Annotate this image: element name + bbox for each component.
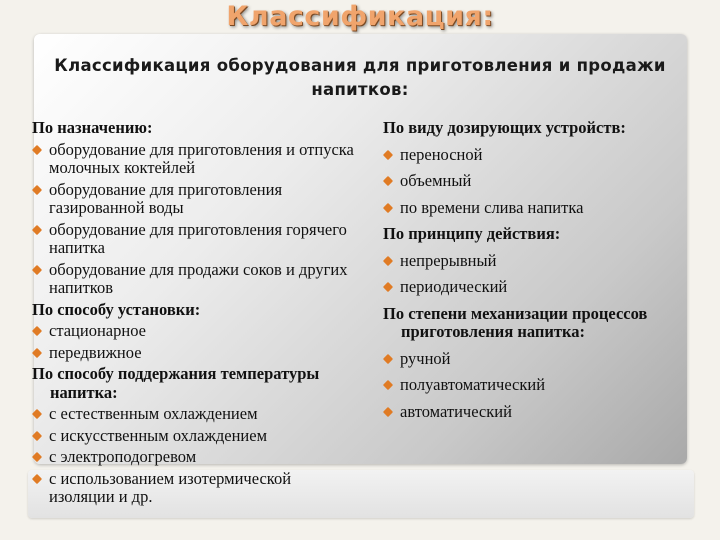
- list-item: [383, 403, 683, 422]
- list-item: [383, 199, 683, 218]
- diamond-bullet-icon: [383, 202, 393, 212]
- diamond-bullet-icon: [383, 176, 393, 186]
- diamond-bullet-icon: [383, 255, 393, 265]
- list-item: [383, 350, 683, 369]
- list-item-text: оборудование для продажи соков и других напитков: [49, 259, 348, 297]
- section-heading: По степени механизации процессов приготовления напитка:: [383, 303, 648, 341]
- diamond-bullet-icon: [383, 149, 393, 159]
- list-item: [383, 376, 683, 395]
- section-heading: По способу установки:: [32, 299, 201, 319]
- diamond-bullet-icon: [32, 224, 42, 234]
- list-item-text: с естественным охлаждением: [49, 404, 258, 423]
- section-heading: По принципу действия:: [383, 224, 561, 243]
- list-item-text: ручной: [400, 348, 451, 368]
- diamond-bullet-icon: [383, 380, 393, 390]
- list-item: [32, 470, 360, 507]
- list-item-text: оборудование для приготовления и отпуска молочных коктейлей: [49, 139, 354, 177]
- diamond-bullet-icon: [383, 282, 393, 292]
- list-item: [383, 146, 683, 165]
- diamond-bullet-icon: [32, 452, 42, 462]
- subtitle: Классификация оборудования для приготовления и продажи напитков:: [54, 56, 666, 99]
- diamond-bullet-icon: [32, 347, 42, 357]
- left-column: [32, 119, 360, 510]
- section-heading: По назначению:: [32, 118, 153, 137]
- list-item: [383, 278, 683, 297]
- list-item-text: полуавтоматический: [400, 375, 546, 394]
- section-heading: По способу поддержания температуры напитка:: [32, 364, 320, 402]
- list-item: [32, 405, 360, 424]
- list-item-text: с использованием изотермической изоляции и др.: [49, 468, 292, 506]
- list-item-text: передвижное: [49, 342, 142, 362]
- list-item-text: объемный: [400, 171, 472, 190]
- diamond-bullet-icon: [32, 409, 42, 419]
- section-heading: По виду дозирующих устройств:: [383, 118, 626, 137]
- list-item-text: переносной: [400, 144, 483, 164]
- list-item: [32, 181, 360, 218]
- diamond-bullet-icon: [32, 144, 42, 154]
- list-item: [32, 261, 360, 298]
- slide-title: Классификация:: [226, 1, 494, 32]
- list-item: [32, 221, 360, 258]
- list-item-text: по времени слива напитка: [400, 197, 584, 217]
- diamond-bullet-icon: [383, 353, 393, 363]
- list-item-text: оборудование для приготовления горячего напитка: [49, 219, 347, 257]
- list-item-text: с электроподогревом: [49, 447, 197, 466]
- list-item: [32, 322, 360, 341]
- diamond-bullet-icon: [32, 473, 42, 483]
- diamond-bullet-icon: [383, 406, 393, 416]
- list-item-text: автоматический: [400, 401, 512, 421]
- list-item: [32, 427, 360, 446]
- list-item: [32, 141, 360, 178]
- diamond-bullet-icon: [32, 326, 42, 336]
- list-item-text: непрерывный: [400, 250, 497, 270]
- list-item-text: оборудование для приготовления газированной воды: [49, 179, 283, 217]
- list-item-text: с искусственным охлаждением: [49, 425, 268, 445]
- list-item: [32, 448, 360, 467]
- right-column: [383, 119, 683, 429]
- diamond-bullet-icon: [32, 264, 42, 274]
- diamond-bullet-icon: [32, 430, 42, 440]
- list-item: [32, 344, 360, 363]
- list-item-text: стационарное: [49, 321, 146, 340]
- diamond-bullet-icon: [32, 184, 42, 194]
- list-item-text: периодический: [400, 277, 508, 296]
- list-item: [383, 172, 683, 191]
- list-item: [383, 252, 683, 271]
